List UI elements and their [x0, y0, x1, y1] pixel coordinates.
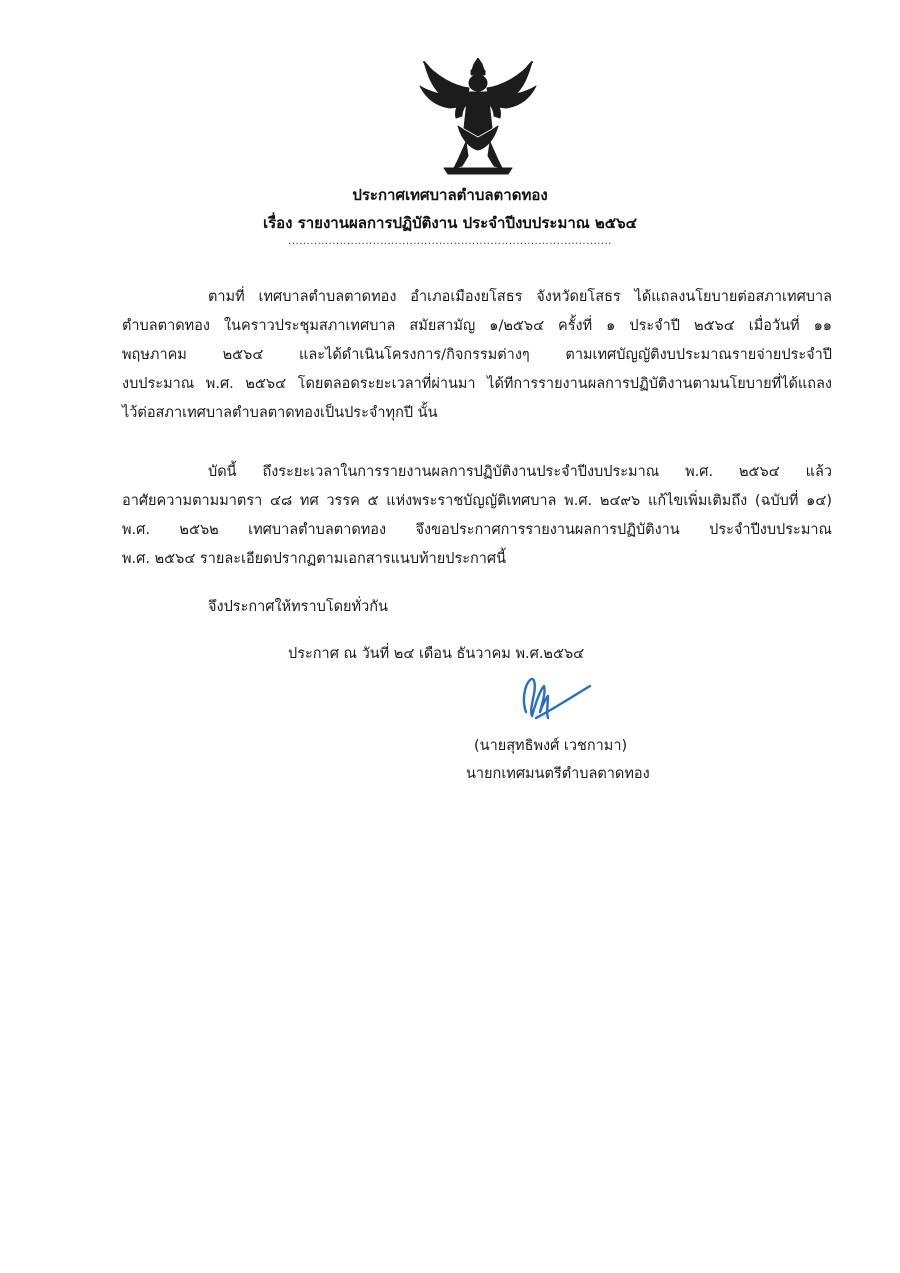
para1-line4: งบประมาณ พ.ศ. ๒๕๖๔ โดยตลอดระยะเวลาที่ผ่านมา ได้ทีการรายงานผลการปฏิบัติงานตามนโยบายที่ได้แถลง: [122, 376, 832, 392]
para1-line5: ไว้ต่อสภาเทศบาลตำบลตาดทองเป็นประจำทุกปี นั้น: [122, 405, 438, 421]
handwritten-signature: [512, 672, 596, 728]
signer-position: นายกเทศมนตรีตำบลตาดทอง: [466, 766, 650, 782]
announcement-title: ประกาศเทศบาลตำบลตาดทอง: [352, 186, 548, 204]
garuda-emblem-icon: [414, 58, 542, 176]
announcement-date: ประกาศ ณ วันที่ ๒๔ เดือน ธันวาคม พ.ศ.๒๕๖๔: [288, 646, 585, 662]
announcement-subject: เรื่อง รายงานผลการปฏิบัติงาน ประจำปีงบประมาณ ๒๕๖๔: [262, 214, 638, 232]
para1-line3: พฤษภาคม ๒๕๖๔ และได้ดำเนินโครงการ/กิจกรรมต่างๆ ตามเทศบัญญัติงบประมาณรายจ่ายประจำปี: [122, 347, 832, 363]
closing-statement: จึงประกาศให้ทราบโดยทั่วกัน: [208, 599, 388, 615]
title-separator: ........................................................................................: [288, 236, 612, 247]
para2-line1: บัดนี้ ถึงระยะเวลาในการรายงานผลการปฏิบัติงานประจำปีงบประมาณ พ.ศ. ๒๕๖๔ แล้ว: [208, 464, 832, 480]
para1-line1: ตามที่ เทศบาลตำบลตาดทอง อำเภอเมืองยโสธร จังหวัดยโสธร ได้แถลงนโยบายต่อสภาเทศบาล: [208, 289, 832, 305]
para2-line4: พ.ศ. ๒๕๖๔ รายละเอียดปรากฏตามเอกสารแนบท้ายประกาศนี้: [122, 551, 507, 567]
signer-name: (นายสุทธิพงศ์ เวชกามา): [474, 738, 628, 754]
para2-line2: อาศัยความตามมาตรา ๔๘ ทศ วรรค ๕ แห่งพระราชบัญญัติเทศบาล พ.ศ. ๒๔๙๖ แก้ไขเพิ่มเติมถึง (ฉบับที่ ๑๔): [122, 493, 832, 509]
para2-line3: พ.ศ. ๒๕๖๒ เทศบาลตำบลตาดทอง จึงขอประกาศการรายงานผลการปฏิบัติงาน ประจำปีงบประมาณ: [122, 522, 832, 538]
para1-line2: ตำบลตาดทอง ในคราวประชุมสภาเทศบาล สมัยสามัญ ๑/๒๕๖๔ ครั้งที่ ๑ ประจำปี ๒๕๖๔ เมื่อวันที่ ๑๑: [122, 318, 832, 334]
